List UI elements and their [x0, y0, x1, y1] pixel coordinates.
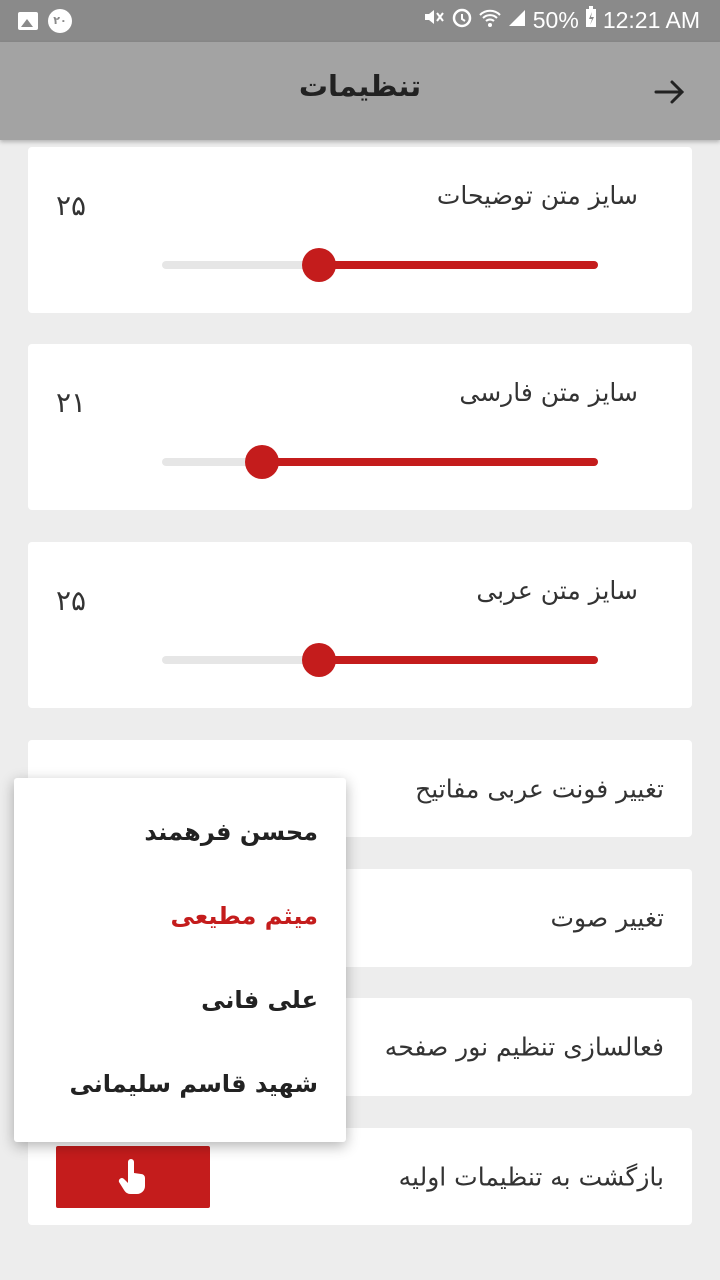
alarm-icon — [451, 6, 473, 34]
image-icon — [18, 12, 38, 30]
menu-item-voice[interactable]: علی فانی — [201, 986, 318, 1014]
slider-value: ۲۵ — [56, 189, 87, 222]
battery-charging-icon — [585, 6, 597, 34]
hand-pointer-icon — [56, 1146, 210, 1208]
slider-label: سایز متن فارسی — [459, 378, 638, 407]
slider-value: ۲۱ — [56, 386, 87, 419]
slider-track[interactable] — [162, 458, 598, 466]
notification-badge: ۲۰ — [48, 9, 72, 33]
slider-thumb[interactable] — [245, 445, 279, 479]
toolbar — [0, 42, 720, 140]
reset-label: بازگشت به تنظیمات اولیه — [398, 1162, 664, 1191]
wifi-icon — [479, 7, 501, 34]
brightness-label: فعالسازی تنظیم نور صفحه — [384, 1032, 664, 1062]
mute-icon — [423, 7, 445, 33]
arabic-font-label: تغییر فونت عربی مفاتیح — [415, 774, 664, 803]
slider-thumb[interactable] — [302, 248, 336, 282]
slider-label: سایز متن توضیحات — [436, 181, 638, 210]
menu-item-voice[interactable]: شهید قاسم سلیمانی — [69, 1070, 318, 1098]
slider-label: سایز متن عربی — [476, 576, 638, 605]
slider-track[interactable] — [162, 656, 598, 664]
battery-percentage: 50% — [532, 6, 579, 33]
menu-item-voice-selected[interactable]: میثم مطیعی — [170, 902, 318, 930]
clock: 12:21 AM — [602, 6, 700, 33]
slider-value: ۲۵ — [56, 584, 87, 617]
page-title: تنظیمات — [298, 69, 422, 103]
back-button[interactable] — [650, 72, 690, 112]
status-bar — [0, 0, 720, 42]
slider-card-arabic-size — [28, 542, 692, 708]
reset-button[interactable] — [56, 1146, 210, 1208]
voice-menu — [14, 778, 346, 1142]
slider-thumb[interactable] — [302, 643, 336, 677]
voice-label: تغییر صوت — [550, 903, 664, 933]
slider-fill — [262, 458, 598, 466]
signal-icon — [507, 7, 527, 34]
slider-card-persian-size — [28, 344, 692, 510]
menu-item-voice[interactable]: محسن فرهمند — [144, 818, 318, 846]
slider-track[interactable] — [162, 261, 598, 269]
arrow-right-icon — [650, 72, 690, 112]
slider-fill — [319, 656, 598, 664]
slider-card-description-size — [28, 147, 692, 313]
slider-fill — [319, 261, 598, 269]
reset-row — [28, 1128, 692, 1225]
